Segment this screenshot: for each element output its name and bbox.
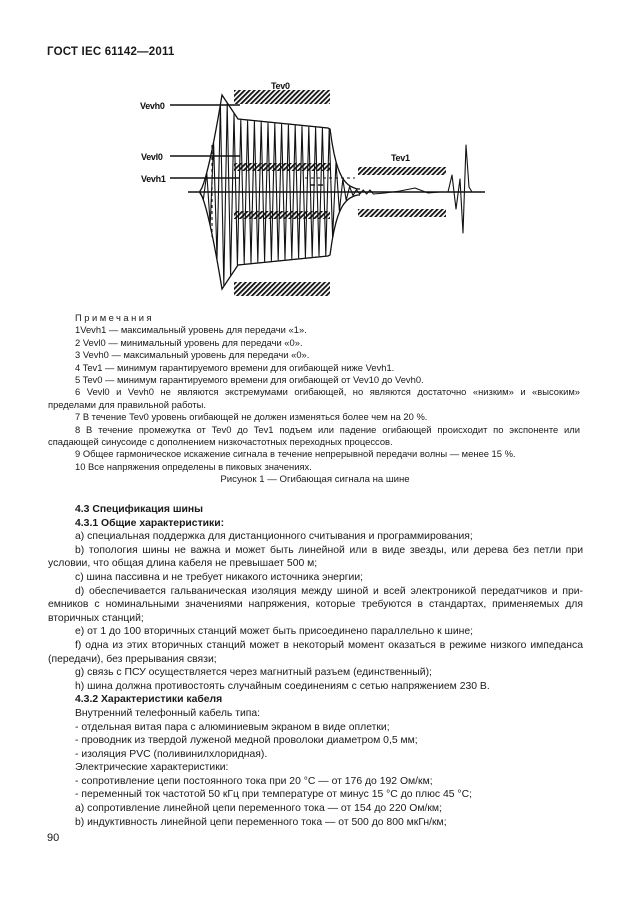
vevh1-label: Vevh1 xyxy=(141,174,166,184)
section-heading-4-3: 4.3 Спецификация шины xyxy=(75,504,204,515)
hatch-box xyxy=(358,167,446,175)
cable-item-3: - изоляция PVC (поливинилхлоридная). xyxy=(75,748,268,760)
item-f-continued: (передачи), без прерывания связи; xyxy=(48,653,217,665)
note-1: 1Vevh1 — максимальный уровень для передачи «1». xyxy=(75,324,307,336)
item-c: с) шина пассивна и не требует никакого источника энергии; xyxy=(75,571,364,583)
hatch-box xyxy=(234,90,330,104)
electrical-item-b: b) индуктивность линейной цепи переменного тока — от 500 до 800 мкГн/км; xyxy=(75,816,447,828)
cable-item-2: - проводник из твердой луженой медной проволоки диаметром 0,5 мм; xyxy=(75,735,418,747)
item-b-continued: условии, что общая длина кабеля не превышает 500 м; xyxy=(48,558,318,570)
item-d: d) обеспечивается гальваническая изоляция между шиной и всей электроникой передатчиков и при- xyxy=(75,585,583,597)
notes-title: Примечания xyxy=(75,312,155,323)
item-g: g) связь с ПСУ осуществляется через магнитный разъем (единственный); xyxy=(75,667,432,679)
note-6-continued: пределами для правильной работы. xyxy=(48,398,207,410)
cable-intro: Внутренний телефонный кабель типа: xyxy=(75,707,261,719)
figure-notes xyxy=(48,312,580,473)
electrical-item-2: - переменный ток частотой 50 кГц при температуре от минус 15 °С до плюс 45 °С; xyxy=(75,789,472,801)
tev1-label: Tev1 xyxy=(391,153,410,163)
section-heading-4-3-1: 4.3.1 Общие характеристики: xyxy=(75,517,225,529)
electrical-intro: Электрические характеристики: xyxy=(75,762,229,774)
note-6: 6 Vevl0 и Vevh0 не являются экстремумами огибающей, но являются достаточно «низким» и «высоким» xyxy=(75,386,580,398)
electrical-item-1: - сопротивление цепи постоянного тока при 20 °С — от 176 до 192 Ом/км; xyxy=(75,775,433,787)
item-d-continued: емников с номинальными значениями напряжения, которые требуются в стандартах, применяемых для xyxy=(48,599,583,611)
note-5: 5 Tev0 — минимум гарантируемого времени для огибающей от Vev10 до Vevh0. xyxy=(75,374,424,386)
waveform-path xyxy=(200,104,480,285)
note-8: 8 В течение промежутка от Tev0 до Tev1 подъем или падение огибающей происходит по экспоненте или xyxy=(75,423,580,435)
item-e: е) от 1 до 100 вторичных станций может быть присоединено параллельно к шине; xyxy=(75,626,474,638)
item-a: а) специальная поддержка для дистанционного считывания и программирования; xyxy=(75,531,473,543)
note-3: 3 Vevh0 — максимальный уровень для передачи «0». xyxy=(75,349,310,361)
item-f: f) одна из этих вторичных станций может в некоторый момент оказаться в режиме низкого импеданса xyxy=(75,639,583,651)
document-header: ГОСТ IEC 61142—2011 xyxy=(47,46,175,58)
signal-envelope-figure xyxy=(130,75,490,300)
note-10: 10 Все напряжения определены в пиковых значениях. xyxy=(75,460,312,472)
item-b: b) топология шины не важна и может быть линейной или в виде звезды, или дерева без петли при xyxy=(75,544,583,556)
note-8-continued: спадающей синусоиде с дополнением низкочастотных переходных процессов. xyxy=(48,436,393,448)
item-d-end: вторичных станций; xyxy=(48,612,144,624)
section-body xyxy=(48,503,583,829)
section-heading-4-3-2: 4.3.2 Характеристики кабеля xyxy=(75,694,223,706)
cable-item-1: - отдельная витая пара с алюминиевым экраном в виде оплетки; xyxy=(75,721,390,733)
hatch-box xyxy=(234,282,330,296)
note-4: 4 Tev1 — минимум гарантируемого времени для огибающей ниже Vevh1. xyxy=(75,361,395,373)
note-9: 9 Общее гармоническое искажение сигнала в течение непрерывной передачи волны — менее 15 %. xyxy=(75,448,516,460)
hatch-box xyxy=(234,211,330,219)
vevh0-label: Vevh0 xyxy=(140,101,165,111)
vevl0-label: Vevl0 xyxy=(141,152,163,162)
hatch-box xyxy=(358,209,446,217)
electrical-item-a: а) сопротивление линейной цепи переменного тока — от 154 до 220 Ом/км; xyxy=(75,803,442,815)
page-number: 90 xyxy=(47,832,60,844)
figure-caption: Рисунок 1 — Огибающая сигнала на шине xyxy=(220,474,410,485)
note-7: 7 В течение Tev0 уровень огибающей не должен изменяться более чем на 20 %. xyxy=(75,411,428,423)
note-2: 2 Vevl0 — минимальный уровень для передачи «0». xyxy=(75,336,303,348)
item-h: h) шина должна противостоять случайным соединениям с сетью напряжением 230 В. xyxy=(75,680,490,692)
tev0-label: Tev0 xyxy=(271,81,290,91)
